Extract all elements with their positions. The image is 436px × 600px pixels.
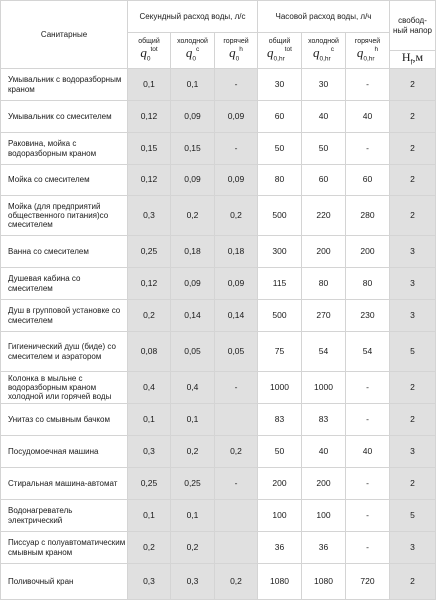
table-cell: - <box>346 404 389 435</box>
table-cell: 0,4 <box>171 372 214 403</box>
table-cell: 80 <box>346 268 389 299</box>
subheader-hr-cold-label: холодной <box>308 37 339 45</box>
table-cell: 0,09 <box>215 101 257 132</box>
table-row-name: Умывальник со смесителем <box>1 101 127 132</box>
table-row-name: Умывальник с водоразборным краном <box>1 69 127 100</box>
table-row-name: Душевая кабина со смесителем <box>1 268 127 299</box>
subheader-sec-cold <box>171 33 214 68</box>
table-cell: - <box>215 372 257 403</box>
symbol-q: q <box>185 44 193 60</box>
subheader-sec-hot-label: горячей <box>223 37 249 45</box>
subheader-hr-hot <box>346 33 389 68</box>
table-cell: 0,12 <box>128 268 170 299</box>
table-cell: 0,2 <box>171 196 214 235</box>
table-cell: 80 <box>302 268 345 299</box>
table-cell: 0,1 <box>171 500 214 531</box>
table-cell: 0,09 <box>171 268 214 299</box>
table-cell: 0,14 <box>215 300 257 331</box>
subheader-hr-total-label: общий <box>268 37 291 45</box>
table-cell: 0,05 <box>171 332 214 371</box>
table-cell: 0,1 <box>171 404 214 435</box>
symbol-head-unit: ,м <box>412 51 424 65</box>
table-cell: - <box>346 468 389 499</box>
table-cell: 60 <box>258 101 301 132</box>
table-cell: 0,18 <box>171 236 214 267</box>
table-cell: 36 <box>258 532 301 563</box>
table-cell: 30 <box>302 69 345 100</box>
symbol-q-sup: c <box>330 45 334 53</box>
table-cell: 2 <box>390 69 435 100</box>
table-cell: 0,09 <box>171 165 214 195</box>
header-hourly-flow <box>258 1 389 32</box>
table-cell: 0,3 <box>171 564 214 599</box>
symbol-q: q <box>356 44 364 60</box>
header-free-head <box>390 1 435 50</box>
table-cell: 0,3 <box>128 436 170 467</box>
table-cell: 50 <box>258 436 301 467</box>
table-cell: - <box>346 500 389 531</box>
table-row-name: Раковина, мойка с водоразборным краном <box>1 133 127 164</box>
table-row-name: Стиральная машина-автомат <box>1 468 127 499</box>
symbol-q: q <box>140 44 147 60</box>
table-cell: 36 <box>302 532 345 563</box>
table-cell: 0,2 <box>171 436 214 467</box>
subheader-sec-cold-label: холодной <box>177 37 208 45</box>
table-cell: 0,09 <box>171 101 214 132</box>
table-row-name: Писсуар с полуавтоматическим смывным краном <box>1 532 127 563</box>
table-cell: 0,1 <box>128 500 170 531</box>
table-cell: 0,08 <box>128 332 170 371</box>
table-cell: 0,4 <box>128 372 170 403</box>
table-row-name: Водонагреватель электрический <box>1 500 127 531</box>
subheader-hr-total <box>258 33 301 68</box>
table-cell: 0,15 <box>171 133 214 164</box>
header-second-flow <box>128 1 257 32</box>
table-cell: 0,09 <box>215 165 257 195</box>
header-free-head-text: свобод-ный напор <box>393 16 432 35</box>
table-cell: 2 <box>390 133 435 164</box>
table-cell: 200 <box>302 468 345 499</box>
symbol-q-sub: 0 <box>192 55 196 63</box>
table-cell: 0,12 <box>128 101 170 132</box>
symbol-q: q <box>313 44 320 60</box>
table-cell <box>215 532 257 563</box>
symbol-q-sub: 0,hr <box>363 55 375 63</box>
table-cell: - <box>215 133 257 164</box>
table-cell: 0,2 <box>215 564 257 599</box>
symbol-q-sub: 0 <box>235 55 240 63</box>
table-cell: 200 <box>258 468 301 499</box>
table-cell: 40 <box>346 436 389 467</box>
table-cell: 220 <box>302 196 345 235</box>
table-cell: 83 <box>258 404 301 435</box>
table-cell: 2 <box>390 468 435 499</box>
table-row-name: Ванна со смесителем <box>1 236 127 267</box>
table-cell: 40 <box>346 101 389 132</box>
table-cell: - <box>215 468 257 499</box>
table-row-name: Колонка в мыльне с водоразборным краном холодной или горячей воды <box>1 372 127 403</box>
table-cell: 0,1 <box>128 404 170 435</box>
table-cell: 2 <box>390 101 435 132</box>
table-cell: 500 <box>258 196 301 235</box>
table-row-name: Посудомоечная машина <box>1 436 127 467</box>
table-cell: - <box>346 133 389 164</box>
table-cell: 2 <box>390 165 435 195</box>
table-cell: 1080 <box>302 564 345 599</box>
table-cell: 3 <box>390 236 435 267</box>
table-cell: 40 <box>302 101 345 132</box>
table-cell: 0,2 <box>171 532 214 563</box>
table-cell: 0,2 <box>128 300 170 331</box>
symbol-q-sup: tot <box>284 45 292 53</box>
table-cell: - <box>346 532 389 563</box>
table-cell: 5 <box>390 500 435 531</box>
table-cell: 50 <box>302 133 345 164</box>
table-cell: 3 <box>390 300 435 331</box>
table-cell: 0,3 <box>128 564 170 599</box>
table-cell: 75 <box>258 332 301 371</box>
table-cell: 2 <box>390 196 435 235</box>
table-cell: 2 <box>390 564 435 599</box>
table-row-name: Унитаз со смывным бачком <box>1 404 127 435</box>
table-cell: 3 <box>390 532 435 563</box>
symbol-head: H <box>401 51 411 65</box>
table-cell: 1000 <box>258 372 301 403</box>
table-cell: 40 <box>302 436 345 467</box>
table-cell: 0,14 <box>171 300 214 331</box>
symbol-q-sub: 0,hr <box>319 55 331 63</box>
table-cell: 720 <box>346 564 389 599</box>
table-cell: 3 <box>390 436 435 467</box>
table-cell: - <box>346 69 389 100</box>
table-cell: 0,25 <box>128 236 170 267</box>
table-cell: 1000 <box>302 372 345 403</box>
table-cell: 2 <box>390 404 435 435</box>
table-cell <box>215 500 257 531</box>
symbol-q-sub: 0,hr <box>273 55 285 63</box>
table-cell: 0,25 <box>171 468 214 499</box>
subheader-sec-hot <box>215 33 257 68</box>
symbol-head-sub: f <box>410 59 413 67</box>
table-row-name: Душ в групповой установке со смесителем <box>1 300 127 331</box>
table-cell: - <box>215 69 257 100</box>
symbol-q-sup: h <box>374 45 379 53</box>
table-cell: 54 <box>346 332 389 371</box>
table-cell: 200 <box>302 236 345 267</box>
table-cell: 5 <box>390 332 435 371</box>
table-cell: 0,25 <box>128 468 170 499</box>
table-cell <box>215 404 257 435</box>
table-cell: 115 <box>258 268 301 299</box>
table-cell: 0,2 <box>215 436 257 467</box>
table-cell: 80 <box>258 165 301 195</box>
table-cell: 0,1 <box>171 69 214 100</box>
table-row-name: Гигиенический душ (биде) со смесителем и аэратором <box>1 332 127 371</box>
header-fixtures-text: Санитарные <box>40 29 88 39</box>
table-cell: 60 <box>346 165 389 195</box>
table-cell: 2 <box>390 372 435 403</box>
table-cell: 0,1 <box>128 69 170 100</box>
symbol-q-sub: 0 <box>146 55 151 63</box>
symbol-q: q <box>229 44 236 60</box>
header-fixtures <box>1 1 127 68</box>
table-cell: 54 <box>302 332 345 371</box>
table-cell: 100 <box>302 500 345 531</box>
header-second-flow-text: Секундный расход воды, л/с <box>139 11 246 21</box>
table-cell: 230 <box>346 300 389 331</box>
table-cell: 0,05 <box>215 332 257 371</box>
table-cell: 0,15 <box>128 133 170 164</box>
table-cell: 300 <box>258 236 301 267</box>
table-cell: 0,12 <box>128 165 170 195</box>
table-row-name: Поливочный кран <box>1 564 127 599</box>
table-cell: 0,2 <box>128 532 170 563</box>
table-cell: 50 <box>258 133 301 164</box>
table-cell: 83 <box>302 404 345 435</box>
table-cell: 0,18 <box>215 236 257 267</box>
symbol-q: q <box>267 44 274 60</box>
table-cell: 200 <box>346 236 389 267</box>
table-cell: 280 <box>346 196 389 235</box>
subheader-hr-cold <box>302 33 345 68</box>
table-cell: 0,09 <box>215 268 257 299</box>
subheader-sec-total-label: общий <box>138 37 160 45</box>
symbol-q-sup: tot <box>150 45 158 53</box>
symbol-q-sup: c <box>195 45 200 53</box>
table-cell: 1080 <box>258 564 301 599</box>
table-cell: 3 <box>390 268 435 299</box>
table-cell: - <box>346 372 389 403</box>
table-cell: 60 <box>302 165 345 195</box>
table-cell: 0,3 <box>128 196 170 235</box>
symbol-q-sup: h <box>239 45 243 53</box>
table-cell: 100 <box>258 500 301 531</box>
subheader-hr-hot-label: горячей <box>354 37 381 45</box>
header-hourly-flow-text: Часовой расход воды, л/ч <box>275 11 372 21</box>
table-cell: 0,2 <box>215 196 257 235</box>
table-cell: 30 <box>258 69 301 100</box>
table-cell: 270 <box>302 300 345 331</box>
table-cell: 500 <box>258 300 301 331</box>
table-row-name: Мойка со смесителем <box>1 165 127 195</box>
subheader-sec-total <box>128 33 170 68</box>
table-row-name: Мойка (для предприятий общественного питания)со смесителем <box>1 196 127 235</box>
subheader-head-symbol <box>390 51 435 68</box>
